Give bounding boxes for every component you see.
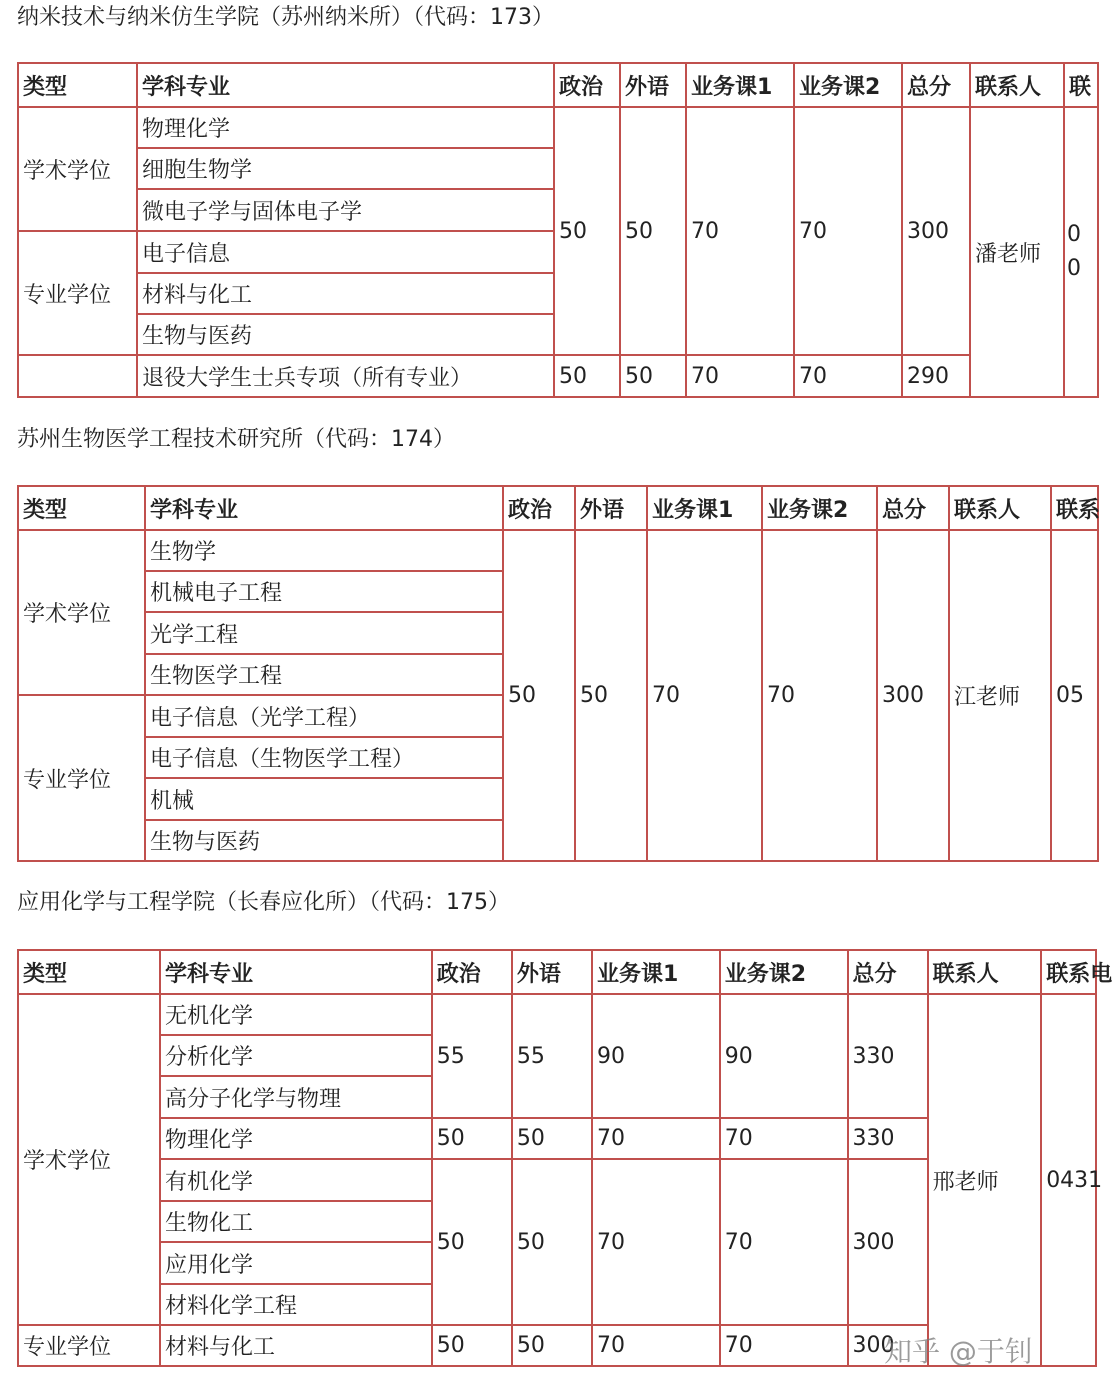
language-score: 50: [512, 1118, 592, 1159]
politics-score: 50: [554, 107, 620, 355]
header-type: 类型: [18, 486, 145, 530]
header-politics: 政治: [432, 950, 512, 994]
contact-cell: 江老师: [949, 530, 1051, 861]
type-cell: 学术学位: [18, 530, 145, 695]
major-cell: 应用化学: [160, 1242, 432, 1284]
politics-score: 50: [432, 1118, 512, 1159]
header-major: 学科专业: [160, 950, 432, 994]
language-score: 50: [620, 355, 686, 397]
politics-score: 55: [432, 994, 512, 1118]
header-total: 总分: [877, 486, 949, 530]
major-cell: 分析化学: [160, 1035, 432, 1076]
type-cell-empty: [18, 355, 137, 397]
header-course2: 业务课2: [720, 950, 848, 994]
course1-score: 70: [592, 1325, 720, 1366]
major-cell: 机械: [145, 778, 503, 820]
major-cell: 物理化学: [137, 107, 554, 148]
header-total: 总分: [902, 63, 970, 107]
header-total: 总分: [848, 950, 928, 994]
contact-cell: 潘老师: [970, 107, 1064, 397]
course2-score: 70: [794, 107, 902, 355]
course1-score: 70: [686, 107, 794, 355]
header-course2: 业务课2: [794, 63, 902, 107]
section-title: 苏州生物医学工程技术研究所（代码：174）: [17, 427, 455, 452]
major-cell: 生物与医药: [137, 314, 554, 355]
course1-score: 70: [592, 1118, 720, 1159]
phone-cell: 0 0: [1064, 107, 1098, 397]
total-score: 290: [902, 355, 970, 397]
type-cell: 学术学位: [18, 107, 137, 231]
total-score: 330: [848, 1118, 928, 1159]
major-cell: 电子信息: [137, 231, 554, 273]
watermark: 知乎 @于钊: [884, 1335, 1033, 1368]
header-language: 外语: [575, 486, 647, 530]
header-contact: 联系人: [928, 950, 1042, 994]
total-score: 300: [848, 1159, 928, 1325]
section-title: 纳米技术与纳米仿生学院（苏州纳米所）（代码：173）: [17, 5, 554, 30]
language-score: 50: [575, 530, 647, 861]
course1-score: 70: [647, 530, 762, 861]
total-score: 330: [848, 994, 928, 1118]
header-language: 外语: [512, 950, 592, 994]
politics-score: 50: [432, 1159, 512, 1325]
politics-score: 50: [432, 1325, 512, 1366]
major-cell: 退役大学生士兵专项（所有专业）: [137, 355, 554, 397]
type-cell: 专业学位: [18, 695, 145, 861]
major-cell: 材料与化工: [160, 1325, 432, 1366]
course2-score: 70: [720, 1325, 848, 1366]
course2-score: 90: [720, 994, 848, 1118]
header-contact: 联系人: [970, 63, 1064, 107]
language-score: 50: [512, 1325, 592, 1366]
major-cell: 有机化学: [160, 1159, 432, 1201]
course1-score: 70: [592, 1159, 720, 1325]
section-title: 应用化学与工程学院（长春应化所）（代码：175）: [17, 890, 510, 915]
header-type: 类型: [18, 950, 160, 994]
major-cell: 生物化工: [160, 1201, 432, 1242]
politics-score: 50: [503, 530, 575, 861]
header-politics: 政治: [554, 63, 620, 107]
total-score: 300: [902, 107, 970, 355]
header-language: 外语: [620, 63, 686, 107]
major-cell: 生物与医药: [145, 820, 503, 861]
course1-score: 70: [686, 355, 794, 397]
major-cell: 机械电子工程: [145, 571, 503, 612]
header-course1: 业务课1: [592, 950, 720, 994]
total-score: 300: [877, 530, 949, 861]
header-major: 学科专业: [137, 63, 554, 107]
course2-score: 70: [794, 355, 902, 397]
contact-cell: 邢老师: [928, 994, 1042, 1366]
score-table-173: [17, 62, 1099, 398]
header-phone: 联系: [1051, 486, 1098, 530]
major-cell: 电子信息（生物医学工程）: [145, 737, 503, 778]
header-phone: 联系电: [1041, 950, 1096, 994]
phone-cell: 0431: [1041, 994, 1096, 1366]
course1-score: 90: [592, 994, 720, 1118]
language-score: 50: [512, 1159, 592, 1325]
language-score: 55: [512, 994, 592, 1118]
type-cell: 专业学位: [18, 1325, 160, 1366]
score-table-174: [17, 485, 1099, 862]
major-cell: 材料与化工: [137, 273, 554, 314]
header-phone: 联: [1064, 63, 1098, 107]
header-course1: 业务课1: [647, 486, 762, 530]
major-cell: 微电子学与固体电子学: [137, 189, 554, 231]
course2-score: 70: [762, 530, 877, 861]
header-politics: 政治: [503, 486, 575, 530]
politics-score: 50: [554, 355, 620, 397]
type-cell: 专业学位: [18, 231, 137, 355]
major-cell: 高分子化学与物理: [160, 1076, 432, 1118]
header-type: 类型: [18, 63, 137, 107]
major-cell: 生物医学工程: [145, 654, 503, 695]
header-course2: 业务课2: [762, 486, 877, 530]
major-cell: 光学工程: [145, 612, 503, 654]
major-cell: 无机化学: [160, 994, 432, 1035]
major-cell: 物理化学: [160, 1118, 432, 1159]
major-cell: 生物学: [145, 530, 503, 571]
language-score: 50: [620, 107, 686, 355]
header-course1: 业务课1: [686, 63, 794, 107]
header-major: 学科专业: [145, 486, 503, 530]
score-table-175: [17, 949, 1112, 1367]
course2-score: 70: [720, 1159, 848, 1325]
major-cell: 细胞生物学: [137, 148, 554, 189]
major-cell: 材料化学工程: [160, 1284, 432, 1325]
phone-cell: 05: [1051, 530, 1098, 861]
major-cell: 电子信息（光学工程）: [145, 695, 503, 737]
header-contact: 联系人: [949, 486, 1051, 530]
course2-score: 70: [720, 1118, 848, 1159]
type-cell: 学术学位: [18, 994, 160, 1325]
total-score: 300: [848, 1325, 928, 1366]
